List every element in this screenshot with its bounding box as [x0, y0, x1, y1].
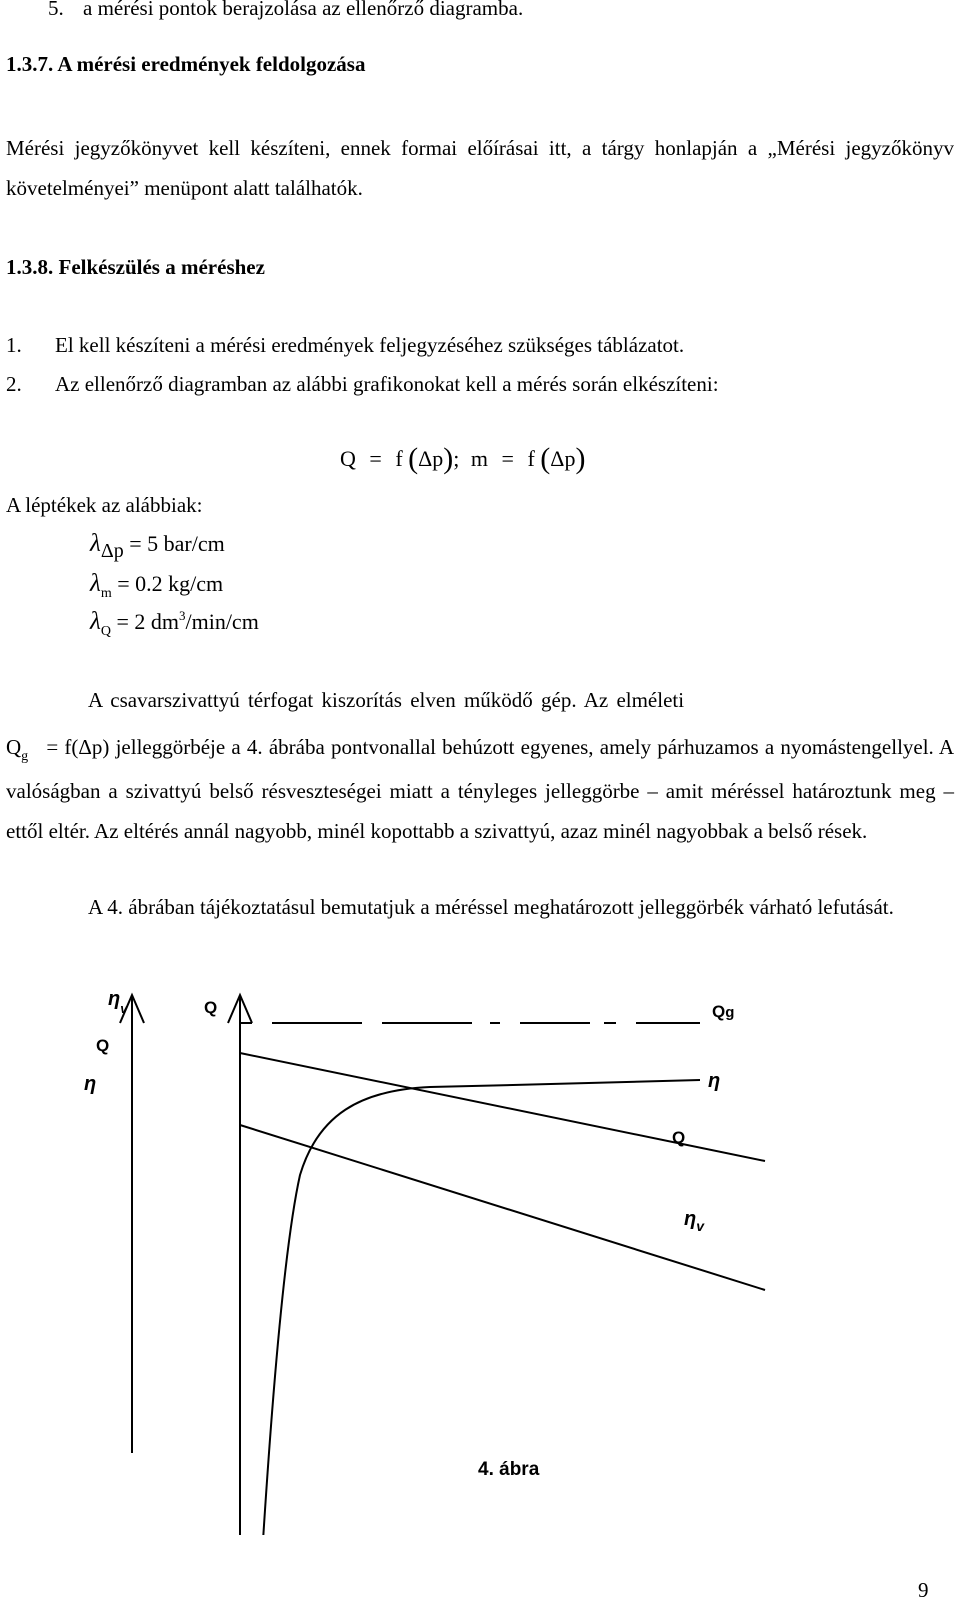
figure-4-diagram: [0, 975, 960, 1535]
list-item-1: [6, 333, 684, 358]
body-para1-line1: A csavarszivattyú térfogat kiszorítás elven működő gép. Az elméleti: [88, 688, 685, 712]
list-number: 5.: [48, 0, 64, 20]
formula: Q = f (Δp); m = f (Δp): [340, 442, 586, 475]
list-number: 2.: [6, 372, 22, 396]
page-number: 9: [918, 1578, 929, 1602]
section-heading-138: 1.3.8. Felkészülés a méréshez: [6, 255, 265, 279]
label-q-axis: Q: [204, 998, 218, 1017]
label-eta-v-left: $\eta_v$: [108, 988, 128, 1016]
list-item-2: [6, 372, 719, 397]
scale-row-m: $\lambda_m = 0.2$ kg/cm: [90, 570, 224, 601]
qg-symbol: $Q_g$: [6, 735, 29, 764]
list-number: 1.: [6, 333, 22, 357]
label-eta-v: $\eta_v$: [684, 1208, 705, 1234]
list-text: El kell készíteni a mérési eredmények feljegyzéséhez szükséges táblázatot.: [55, 333, 685, 357]
list-text: Az ellenőrző diagramban az alábbi grafikonokat kell a mérés során elkészíteni:: [55, 372, 719, 396]
scale-row-dp: λΔp = 5 bar/cm: [90, 530, 225, 562]
list-item-5: [48, 0, 523, 21]
section-heading-137: 1.3.7. A mérési eredmények feldolgozása: [6, 52, 366, 76]
label-qg: Qg: [712, 1002, 735, 1021]
body-para2: A 4. ábrában tájékoztatásul bemutatjuk a méréssel meghatározott jelleggörbék várható lefutását.: [88, 895, 894, 919]
label-eta: η: [708, 1070, 721, 1092]
label-q-left: Q: [96, 1036, 110, 1055]
scales-intro: A léptékek az alábbiak:: [6, 493, 203, 517]
q-line: [240, 1053, 765, 1161]
list-text: a mérési pontok berajzolása az ellenőrző diagramba.: [83, 0, 524, 20]
label-eta-left: η: [84, 1073, 97, 1095]
scale-row-q: $\lambda_Q = 2$ $dm^3/\min/cm$: [90, 608, 259, 639]
section-137-paragraph: Mérési jegyzőkönyvet kell készíteni, ennek formai előírásai itt, a tárgy honlapján a „Mérési jegyzőkönyv követelményei” menüpont alatt találhatók.: [6, 136, 954, 200]
figure-caption: 4. ábra: [478, 1459, 540, 1480]
body-para1: $Q_g = f(\Delta p)$ jelleggörbéje a 4. ábrába pontvonallal behúzott egyenes, amely párhuzamos a nyomástengellyel. A valóságban a szivattyú belső résveszteségei miatt a tényleges jelleggörbe – amit méréssel határoztunk meg – ettől eltér. Az eltérés annál nagyobb, minél kopottabb a szivattyú, azaz minél nagyobbak a belső rések.: [6, 735, 955, 843]
label-q: Q: [672, 1128, 686, 1147]
